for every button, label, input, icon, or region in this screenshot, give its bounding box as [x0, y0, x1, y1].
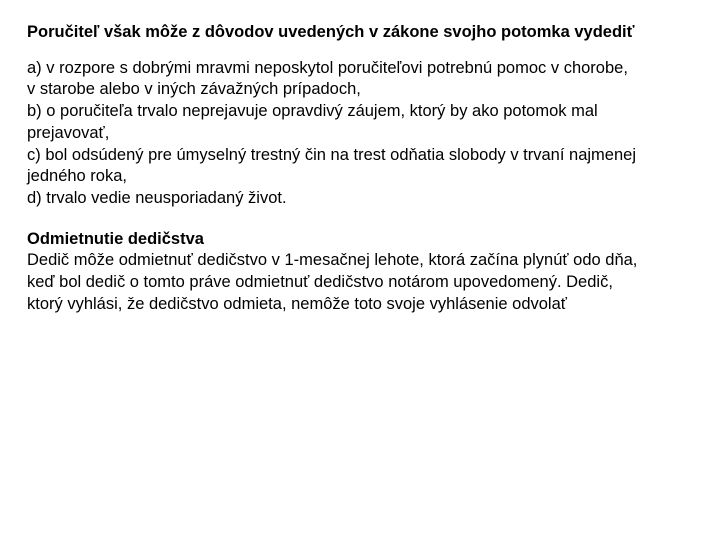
spacer	[27, 210, 707, 229]
condition-c-line-1: c) bol odsúdený pre úmyselný trestný čin na trest odňatia slobody v trvaní najmenej	[27, 145, 636, 164]
section-text-line-1: Dedič môže odmietnuť dedičstvo v 1-mesačnej lehote, ktorá začína plynúť odo dňa,	[27, 251, 638, 270]
condition-a-line-2: v starobe alebo v iných závažných prípadoch,	[27, 80, 361, 99]
condition-b-line-2: prejavovať,	[27, 123, 110, 142]
spacer	[27, 44, 707, 58]
inheritance-refusal-section	[27, 229, 707, 316]
condition-c-line-2: jedného roka,	[27, 167, 127, 186]
document-heading: Poručiteľ však môže z dôvodov uvedených v zákone svojho potomka vydediť	[27, 23, 635, 41]
section-title: Odmietnutie dedičstva	[27, 229, 204, 248]
condition-a-line-1: a) v rozpore s dobrými mravmi neposkytol poručiteľovi potrebnú pomoc v chorobe,	[27, 58, 628, 77]
document-page	[27, 22, 707, 315]
disinheritance-conditions-list	[27, 58, 707, 210]
section-text-line-2: keď bol dedič o tomto práve odmietnuť dedičstvo notárom upovedomený. Dedič,	[27, 273, 613, 292]
condition-b-line-1: b) o poručiteľa trvalo neprejavuje opravdivý záujem, ktorý by ako potomok mal	[27, 102, 598, 121]
section-text-line-3: ktorý vyhlási, že dedičstvo odmieta, nemôže toto svoje vyhlásenie odvolať	[27, 294, 567, 313]
condition-d-line-1: d) trvalo vedie neusporiadaný život.	[27, 188, 287, 207]
